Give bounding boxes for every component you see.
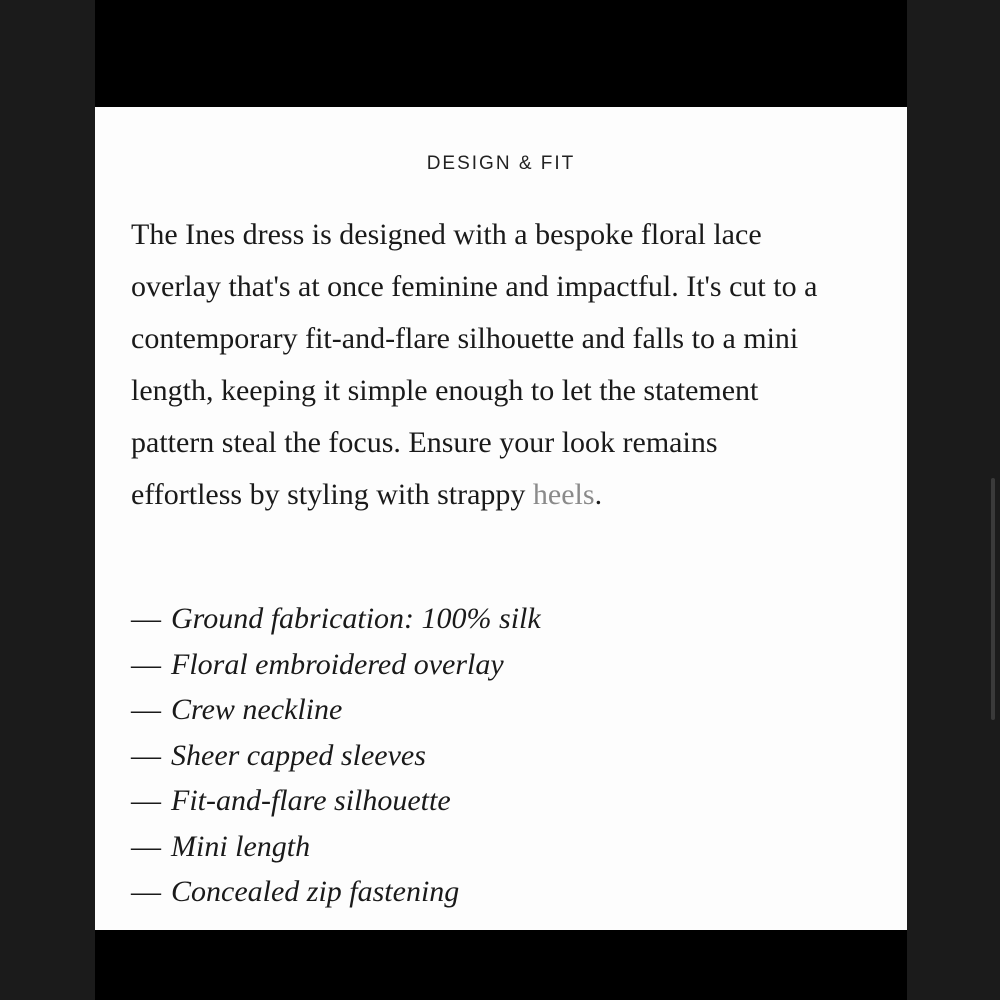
feature-text: Floral embroidered overlay [171,647,504,681]
dash-bullet: — [131,784,161,817]
heels-link[interactable]: heels [532,478,595,511]
right-frame-bar [907,0,1000,1000]
feature-item [131,687,541,733]
feature-text: Ground fabrication: 100% silk [171,602,541,635]
product-description [131,209,831,521]
feature-text: Mini length [171,829,311,863]
feature-text: Concealed zip fastening [171,875,460,908]
product-details-panel [95,107,907,930]
feature-text: Sheer capped sleeves [171,738,426,772]
section-heading: DESIGN & FIT [426,153,576,174]
feature-item [131,642,541,688]
dash-bullet: — [131,875,161,908]
feature-text: Fit-and-flare silhouette [171,784,451,817]
dash-bullet: — [131,602,161,635]
dash-bullet: — [131,693,161,726]
dash-bullet: — [131,647,161,681]
scrollbar-thumb[interactable] [991,478,995,720]
feature-item [131,824,541,870]
feature-list [131,596,541,915]
description-text: The Ines dress is designed with a bespoke floral lace overlay that's at once feminine and impactful. It's cut to a contemporary fit-and-flare silhouette and falls to a mini length, keeping it simple enough to let the statement pattern steal the focus. Ensure your look remains effortless by styling with strappy [131,218,818,511]
left-frame-bar [0,0,95,1000]
feature-item [131,778,541,824]
feature-item [131,869,541,915]
dash-bullet: — [131,829,161,863]
feature-text: Crew neckline [171,693,343,726]
feature-item [131,733,541,779]
dash-bullet: — [131,738,161,772]
description-end: . [594,478,603,511]
feature-item [131,596,541,642]
